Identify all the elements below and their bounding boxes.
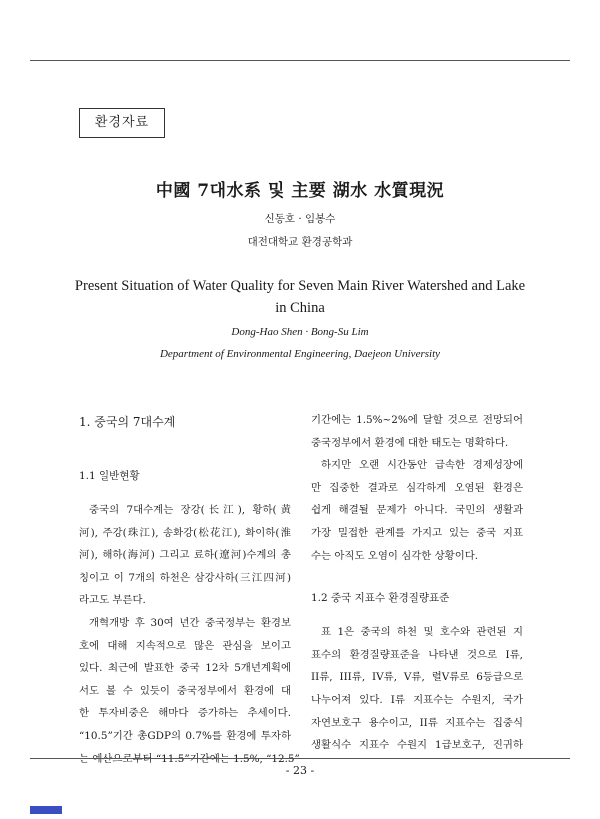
korean-title: 中國 7대水系 및 主要 湖水 水質現況: [155, 181, 445, 201]
text-line: 칭이고 이 7개의 하천은 삼강사하(三江四河): [79, 571, 291, 584]
text-line: 서도 볼 수 있듯이 중국정부에서 환경에 대: [79, 684, 291, 697]
text-line: 표수의 환경질량표준을 나타낸 것으로 I류,: [311, 648, 523, 661]
text-line: 자연보호구 용수이고, II류 지표수는 집중식: [311, 716, 523, 729]
korean-affiliation: 대전대학교 환경공학과: [247, 236, 353, 248]
text-line: II류, III류, IV류, V류, 렬V류로 6등급으로: [311, 671, 523, 684]
text-line: 河), 주강(珠江), 송화강(松花江), 화이하(淮: [79, 526, 291, 539]
text-line: 쉽게 해결될 문제가 아니다. 국민의 생활과: [311, 504, 523, 517]
left-column: [79, 410, 291, 770]
english-authors: Dong-Hao Shen · Bong-Su Lim: [231, 326, 369, 338]
paragraph: [79, 499, 291, 612]
footer-color-mark: [30, 806, 62, 814]
text-line: 나누어져 있다. I류 지표수는 수원지, 국가: [311, 693, 523, 706]
paragraph: [311, 621, 523, 757]
page-number: - 23 -: [285, 764, 315, 777]
text-line: 가장 밀접한 관계를 가지고 있는 중국 지표: [311, 526, 523, 539]
english-title: Present Situation of Water Quality for Seven Main River Watershed and Lake in China: [74, 278, 526, 316]
footer-rule: [30, 758, 570, 759]
subsection-heading: 1.2 중국 지표수 환경질량표준: [311, 592, 450, 605]
header-rule: [30, 60, 570, 61]
text-line: 생활식수 지표수 수원지 1급보호구, 진귀하: [311, 739, 523, 752]
right-column: [311, 409, 523, 757]
text-line: 하지만 오랜 시간동안 급속한 경제성장에: [321, 459, 523, 472]
category-label: 환경자료: [79, 108, 165, 138]
text-line: 호에 대해 지속적으로 많은 관심을 보이고: [79, 639, 291, 652]
text-line: 중국정부에서 환경에 대한 태도는 명확하다.: [311, 436, 509, 449]
text-line: 河), 해하(海河) 그리고 료하(遼河)수계의 총: [79, 549, 291, 562]
paragraph: [311, 409, 523, 454]
korean-authors: 신동호 · 임봉수: [264, 213, 336, 225]
text-line: 수는 아직도 오염이 심각한 상황이다.: [311, 549, 479, 562]
subsection-heading: 1.1 일반현황: [79, 470, 140, 482]
paragraph: [311, 454, 523, 567]
text-line: 표 1은 중국의 하천 및 호수와 관련된 지: [321, 626, 523, 639]
text-line: 기간에는 1.5%~2%에 달할 것으로 전망되어: [311, 414, 523, 426]
text-line: 중국의 7대수계는 장강(长江), 황하(黄: [89, 504, 291, 516]
text-line: 라고도 부른다.: [79, 594, 146, 607]
english-affiliation: Department of Environmental Engineering, Daejeon University: [159, 348, 441, 360]
text-line: 만 집중한 결과로 심각하게 오염된 환경은: [311, 481, 523, 494]
text-line: 개혁개방 후 30여 년간 중국정부는 환경보: [89, 616, 291, 629]
text-line: 한 투자비중은 해마다 증가하는 추세이다.: [79, 707, 291, 720]
text-line: “10.5”기간 총GDP의 0.7%를 환경에 투자하: [79, 729, 291, 742]
paragraph: [79, 612, 291, 770]
section-heading: 1. 중국의 7대수계: [79, 415, 176, 429]
text-line: 있다. 최근에 발표한 중국 12차 5개년계획에: [79, 662, 291, 675]
